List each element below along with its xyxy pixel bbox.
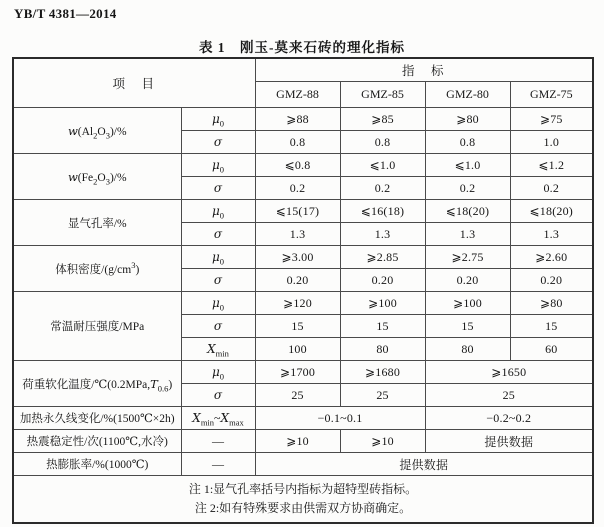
spec-table — [12, 57, 594, 524]
value-cell: ⩽1.2 — [510, 154, 593, 177]
value-cell: 0.20 — [255, 269, 340, 292]
statistic-symbol: $\mu_0$ — [181, 361, 255, 384]
value-cell: 25 — [340, 384, 425, 407]
value-cell: 1.3 — [425, 223, 510, 246]
item-label: 常温耐压强度/MPa — [13, 292, 181, 361]
notes-row — [13, 476, 593, 524]
item-label: 荷重软化温度$/℃(0.2MPa,T_{0.6})$ — [13, 361, 181, 407]
note-line-2: 注 2:如有特殊要求由供需双方协商确定。 — [194, 501, 412, 515]
value-cell: 0.8 — [340, 131, 425, 154]
value-cell: ⩾1700 — [255, 361, 340, 384]
statistic-symbol: $\mu_0$ — [181, 108, 255, 131]
value-cell: ⩽18(20) — [510, 200, 593, 223]
statistic-symbol: σ — [181, 269, 255, 292]
statistic-symbol: $\mu_0$ — [181, 292, 255, 315]
value-cell: ⩽1.0 — [340, 154, 425, 177]
value-cell: ⩾10 — [255, 430, 340, 453]
value-cell: 0.20 — [425, 269, 510, 292]
table-body — [13, 108, 593, 476]
statistic-symbol: σ — [181, 315, 255, 338]
value-cell: 0.8 — [255, 131, 340, 154]
statistic-symbol: σ — [181, 384, 255, 407]
item-label: $w(Fe_2O_3)/\%$ — [13, 154, 181, 200]
value-cell: 15 — [340, 315, 425, 338]
item-label: 加热永久线变化/%(1500℃×2h) — [13, 407, 181, 430]
value-cell: 1.0 — [510, 131, 593, 154]
statistic-symbol: $\mu_0$ — [181, 154, 255, 177]
value-cell: ⩾2.85 — [340, 246, 425, 269]
table-row — [13, 200, 593, 223]
value-cell: 15 — [510, 315, 593, 338]
value-cell: ⩽16(18) — [340, 200, 425, 223]
value-cell: ⩾120 — [255, 292, 340, 315]
value-cell: ⩾1650 — [425, 361, 593, 384]
statistic-symbol: $\mu_0$ — [181, 246, 255, 269]
value-cell: 1.3 — [340, 223, 425, 246]
value-cell: ⩾2.75 — [425, 246, 510, 269]
value-cell: ⩽15(17) — [255, 200, 340, 223]
value-cell: 1.3 — [510, 223, 593, 246]
value-cell: ⩾10 — [340, 430, 425, 453]
table-row — [13, 430, 593, 453]
table-row — [13, 361, 593, 384]
table-row — [13, 154, 593, 177]
statistic-symbol: σ — [181, 177, 255, 200]
value-cell: 25 — [425, 384, 593, 407]
item-label: 显气孔率/% — [13, 200, 181, 246]
value-cell: ⩾100 — [340, 292, 425, 315]
value-cell: 0.20 — [340, 269, 425, 292]
column-header-indicator: 指 标 — [255, 58, 593, 82]
value-cell: ⩾3.00 — [255, 246, 340, 269]
item-label: $w(Al_2O_3)/\%$ — [13, 108, 181, 154]
value-cell: ⩾75 — [510, 108, 593, 131]
value-cell: 提供数据 — [255, 453, 593, 476]
column-header-grade: GMZ-88 — [255, 82, 340, 108]
value-cell: 80 — [340, 338, 425, 361]
standard-number: YB/T 4381—2014 — [14, 6, 117, 21]
value-cell: ⩾80 — [425, 108, 510, 131]
value-cell: 80 — [425, 338, 510, 361]
value-cell: 提供数据 — [425, 430, 593, 453]
value-cell: 0.20 — [510, 269, 593, 292]
value-cell: 0.2 — [510, 177, 593, 200]
column-header-grade: GMZ-75 — [510, 82, 593, 108]
value-cell: 1.3 — [255, 223, 340, 246]
statistic-symbol: — — [181, 453, 255, 476]
item-label: 热膨胀率/%(1000℃) — [13, 453, 181, 476]
statistic-symbol: $X_{min}$ — [181, 338, 255, 361]
table-notes — [13, 476, 593, 524]
value-cell: ⩽18(20) — [425, 200, 510, 223]
value-cell: 0.2 — [425, 177, 510, 200]
table-row — [13, 108, 593, 131]
note-line-1: 注 1:显气孔率括号内指标为超特型砖指标。 — [188, 482, 418, 497]
value-cell: 25 — [255, 384, 340, 407]
statistic-symbol: σ — [181, 131, 255, 154]
value-cell: 60 — [510, 338, 593, 361]
value-cell: −0.1~0.1 — [255, 407, 425, 430]
value-cell: 0.2 — [255, 177, 340, 200]
value-cell: −0.2~0.2 — [425, 407, 593, 430]
statistic-symbol: $\mu_0$ — [181, 200, 255, 223]
value-cell: ⩽1.0 — [425, 154, 510, 177]
column-header-grade: GMZ-85 — [340, 82, 425, 108]
value-cell: 15 — [425, 315, 510, 338]
column-header-grade: GMZ-80 — [425, 82, 510, 108]
table-row — [13, 407, 593, 430]
value-cell: ⩾80 — [510, 292, 593, 315]
value-cell: 0.2 — [340, 177, 425, 200]
table-row — [13, 246, 593, 269]
table-row — [13, 292, 593, 315]
value-cell: 100 — [255, 338, 340, 361]
value-cell: ⩾88 — [255, 108, 340, 131]
value-cell: 15 — [255, 315, 340, 338]
column-header-item: 项 目 — [13, 58, 255, 108]
value-cell: ⩽0.8 — [255, 154, 340, 177]
table-title: 表 1 刚玉-莫来石砖的理化指标 — [198, 40, 406, 55]
table-row — [13, 453, 593, 476]
value-cell: ⩾85 — [340, 108, 425, 131]
value-cell: 0.8 — [425, 131, 510, 154]
value-cell: ⩾2.60 — [510, 246, 593, 269]
statistic-symbol: — — [181, 430, 255, 453]
item-label: 热震稳定性/次(1100℃,水冷) — [13, 430, 181, 453]
statistic-symbol: σ — [181, 223, 255, 246]
value-cell: ⩾1680 — [340, 361, 425, 384]
header-row — [13, 58, 593, 82]
item-label: 体积密度$/(g/cm^3)$ — [13, 246, 181, 292]
statistic-symbol: $X_{min}\sim X_{max}$ — [181, 407, 255, 430]
value-cell: ⩾100 — [425, 292, 510, 315]
